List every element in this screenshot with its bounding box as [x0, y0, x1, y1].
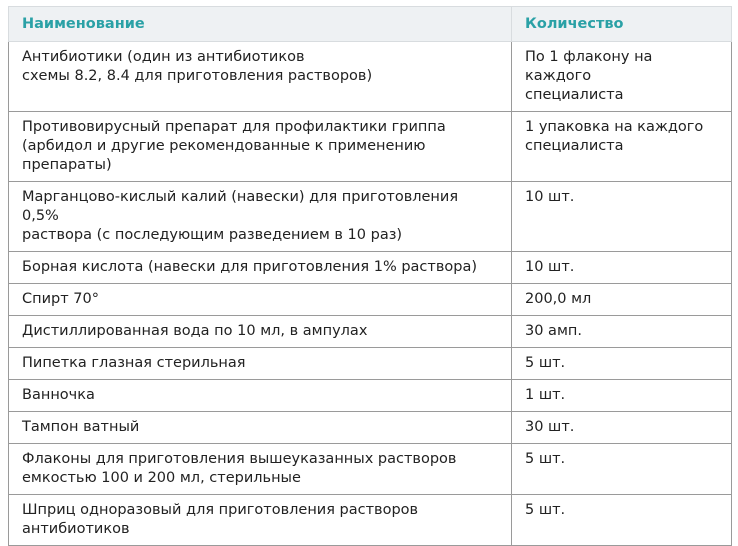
cell-quantity: [512, 380, 732, 412]
cell-text: 200,0 мл: [525, 291, 592, 307]
cell-text: 5 шт.: [525, 355, 566, 371]
cell-quantity: [512, 284, 732, 316]
header-quantity: Количество: [512, 7, 732, 42]
cell-text: раствора (с последующим разведением в 10 раз): [22, 227, 403, 243]
cell-text: 10 шт.: [525, 259, 575, 275]
cell-text: Противовирусный препарат для профилактики гриппа: [22, 119, 446, 135]
cell-quantity: [512, 182, 732, 252]
table-row: [9, 42, 732, 112]
cell-text: Антибиотики (один из антибиотиков: [22, 49, 305, 65]
supplies-table: [8, 6, 732, 546]
table-row: [9, 284, 732, 316]
cell-quantity: [512, 112, 732, 182]
cell-quantity: [512, 495, 732, 546]
cell-name: [9, 284, 512, 316]
table-header-row: [9, 7, 732, 42]
cell-quantity: [512, 412, 732, 444]
cell-quantity: [512, 316, 732, 348]
cell-text: Флаконы для приготовления вышеуказанных растворов: [22, 451, 457, 467]
cell-text: Шприц одноразовый для приготовления растворов: [22, 502, 419, 518]
table-row: [9, 444, 732, 495]
table-row: [9, 112, 732, 182]
cell-text: антибиотиков: [22, 521, 130, 537]
cell-name: [9, 495, 512, 546]
cell-name: [9, 348, 512, 380]
cell-text: схемы 8.2, 8.4 для приготовления растворов): [22, 68, 373, 84]
cell-text: 5 шт.: [525, 451, 566, 467]
cell-name: [9, 182, 512, 252]
cell-text: Тампон ватный: [22, 419, 140, 435]
table-row: [9, 182, 732, 252]
table-row: [9, 252, 732, 284]
cell-name: [9, 112, 512, 182]
table-row: [9, 380, 732, 412]
cell-text: Ванночка: [22, 387, 95, 403]
cell-name: [9, 444, 512, 495]
cell-text: специалиста: [525, 87, 624, 103]
cell-name: [9, 252, 512, 284]
header-name: Наименование: [9, 7, 512, 42]
cell-text: (арбидол и другие рекомендованные к применению препараты): [22, 138, 426, 173]
cell-text: Спирт 70°: [22, 291, 99, 307]
table-row: [9, 412, 732, 444]
cell-quantity: [512, 444, 732, 495]
cell-name: [9, 316, 512, 348]
cell-text: 30 амп.: [525, 323, 582, 339]
table-row: [9, 348, 732, 380]
cell-text: По 1 флакону на каждого: [525, 49, 653, 84]
cell-name: [9, 412, 512, 444]
cell-text: Марганцово-кислый калий (навески) для приготовления 0,5%: [22, 189, 459, 224]
cell-quantity: [512, 42, 732, 112]
cell-text: 5 шт.: [525, 502, 566, 518]
cell-text: Пипетка глазная стерильная: [22, 355, 246, 371]
cell-text: специалиста: [525, 138, 624, 154]
cell-text: 30 шт.: [525, 419, 575, 435]
cell-text: Борная кислота (навески для приготовления 1% раствора): [22, 259, 478, 275]
table-row: [9, 495, 732, 546]
table-row: [9, 316, 732, 348]
cell-text: 1 шт.: [525, 387, 566, 403]
cell-text: 1 упаковка на каждого: [525, 119, 704, 135]
cell-quantity: [512, 348, 732, 380]
cell-text: 10 шт.: [525, 189, 575, 205]
cell-quantity: [512, 252, 732, 284]
cell-name: [9, 42, 512, 112]
supplies-table-container: [8, 6, 731, 546]
cell-text: емкостью 100 и 200 мл, стерильные: [22, 470, 301, 486]
cell-text: Дистиллированная вода по 10 мл, в ампулах: [22, 323, 368, 339]
cell-name: [9, 380, 512, 412]
